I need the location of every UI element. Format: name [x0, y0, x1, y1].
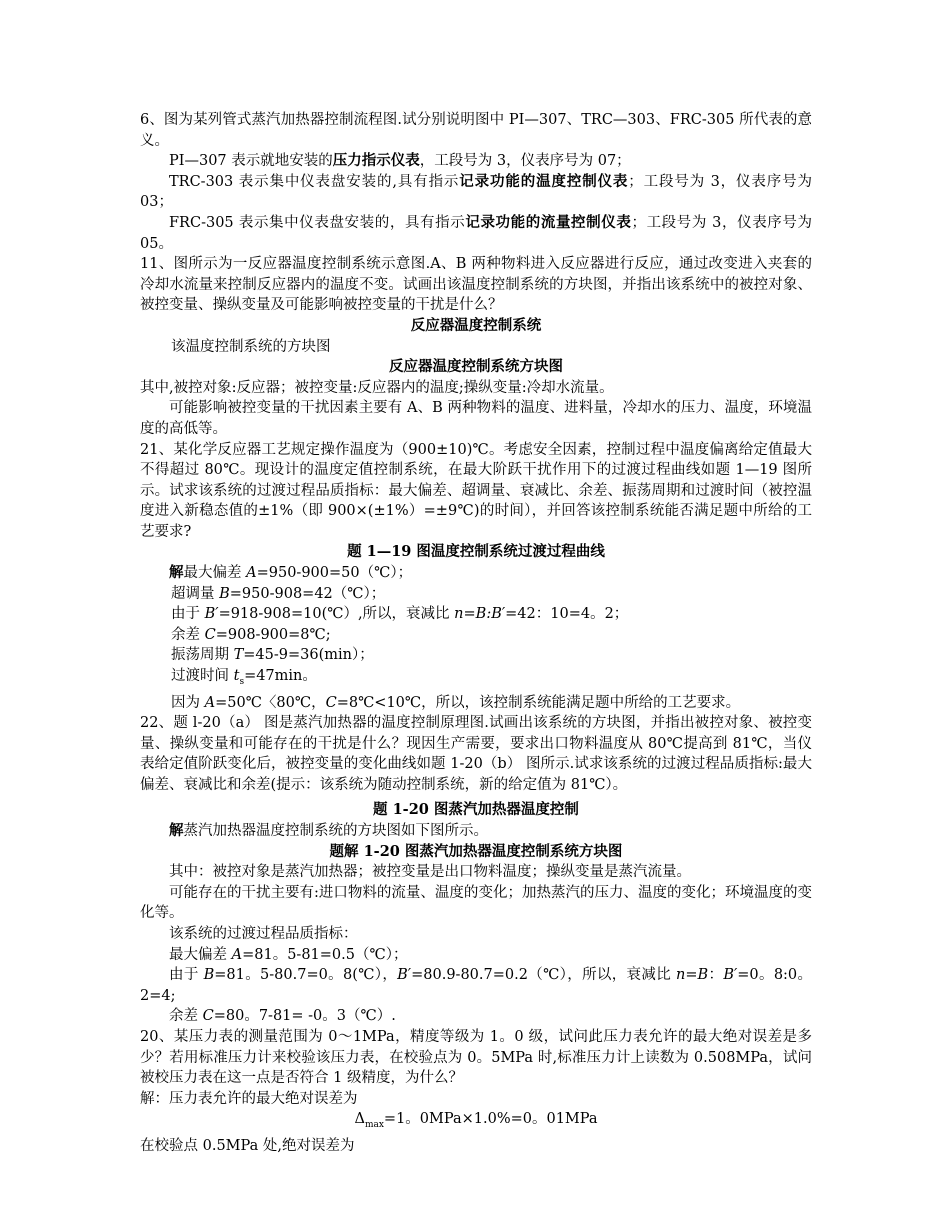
q22-answer-disturbances: 可能存在的干扰主要有:进口物料的流量、温度的变化；加热蒸汽的压力、温度的变化；环境温度的变化等。: [140, 884, 812, 922]
q22-offset: 余差 C=80。7-81= -0。3（℃）.: [169, 1008, 396, 1025]
q21-offset: 余差 C=908-900=8℃;: [171, 626, 331, 643]
q22-solution-intro: 解蒸汽加热器温度控制系统的方块图如下图所示。: [169, 822, 488, 840]
q6-frc-answer: FRC-305 表示集中仪表盘安装的，具有指示记录功能的流量控制仪表；工段号为 3，仪表序号为 05。: [140, 213, 812, 252]
q6-question: 6、图为某列管式蒸汽加热器控制流程图.试分别说明图中 PI—307、TRC—303、FRC-305 所代表的意义。: [140, 112, 812, 149]
q21-decay-ratio: 由于 B′=918-908=10(℃）,所以，衰减比 n=B:B′=42：10=4。2；: [171, 606, 629, 623]
q20-last-line: 在校验点 0.5MPa 处,绝对误差为: [140, 1137, 355, 1154]
q22-figure-caption: 题 1-20 图蒸汽加热器温度控制: [373, 801, 579, 819]
q20-question: 20、某压力表的测量范围为 0～1MPa，精度等级为 1。0 级，试问此压力表允许的最大绝对误差是多少？若用标准压力计来校验该压力表，在校验点为 0。5MPa 时,标准压力计上读数为 0.508MPa，试问被校压力表在这一点是否符合 1 级精度，为什么？: [140, 1029, 812, 1087]
q11-answer-disturbances: 可能影响被控变量的干扰因素主要有 A、B 两种物料的温度、进料量，冷却水的压力、温度，环境温度的高低等。: [140, 400, 812, 437]
q20-solution-intro: 解：压力表允许的最大绝对误差为: [140, 1090, 358, 1107]
q21-question: 21、某化学反应器工艺规定操作温度为（900±10)℃。考虑安全因素，控制过程中温度偏离给定值最大不得超过 80℃。现设计的温度定值控制系统，在最大阶跃干扰作用下的过渡过程曲线如题 1—19 图所示。试求该系统的过渡过程品质指标：最大偏差、超调量、衰减比、余差、振荡周期和过渡时间（被控温度进入新稳态值的±1%（即 900×(±1%）=±9℃)的时间），并回答该控制系统能否满足题中所给的工艺要求?: [140, 441, 812, 540]
solution-label: 解: [169, 822, 184, 840]
q11-answer-variables: 其中,被控对象:反应器；被控变量:反应器内的温度;操纵变量:冷却水流量。: [140, 379, 614, 396]
q11-question: 11、图所示为一反应器温度控制系统示意图.A、B 两种物料进入反应器进行反应，通过改变进入夹套的冷却水流量来控制反应器内的温度不变。试画出该温度控制系统的方块图，并指出该系统中的被控对象、被控变量、操纵变量及可能影响被控变量的干扰是什么？: [140, 256, 812, 314]
q20-formula: $\Delta_{max}=1$。0MPa×1.0%=0。01MPa: [354, 1111, 598, 1131]
q11-block-diagram-line: 该温度控制系统的方块图: [171, 338, 331, 355]
q22-answer-variables: 其中：被控对象是蒸汽加热器；被控变量是出口物料温度；操纵变量是蒸汽流量。: [169, 864, 691, 881]
q11-block-diagram-caption: 反应器温度控制系统方块图: [389, 358, 563, 376]
solution-label: 解: [169, 564, 184, 582]
q22-question: 22、题 l-20（a） 图是蒸汽加热器的温度控制原理图.试画出该系统的方块图，并指出被控对象、被控变量、操纵变量和可能存在的干扰是什么？现因生产需要，要求出口物料温度从 80℃提高到 81℃，当仪表给定值阶跃变化后，被控变量的变化曲线如题 1-20（b） 图所示.试求该系统的过渡过程品质指标:最大偏差、衰减比和余差(提示：该系统为随动控制系统，新的给定值为 81℃）。: [140, 715, 812, 793]
q21-overshoot: 超调量 B=950-908=42（℃）；: [171, 585, 386, 602]
q21-conclusion: 因为 A=50℃〈80℃，C=8℃<10℃，所以，该控制系统能满足题中所给的工艺要求。: [171, 694, 741, 711]
q22-decay-ratio: 由于 B=81。5-80.7=0。8(℃），B′=80.9-80.7=0.2（℃），所以，衰减比 n=B：B′=0。8:0。2=4;: [140, 967, 812, 1004]
q21-period: 振荡周期 T=45-9=36(min）；: [171, 647, 374, 664]
q6-trc-answer: TRC-303 表示集中仪表盘安装的,具有指示记录功能的温度控制仪表；工段号为 3，仪表序号为 03；: [140, 172, 812, 211]
q21-figure-caption: 题 1—19 图温度控制系统过渡过程曲线: [347, 543, 605, 561]
q22-block-diagram-caption: 题解 1-20 图蒸汽加热器温度控制系统方块图: [329, 842, 623, 860]
q21-max-deviation: 解最大偏差 A=950-900=50（℃）；: [169, 564, 413, 582]
document-page: [140, 110, 812, 1156]
q11-figure-caption: 反应器温度控制系统: [410, 316, 542, 334]
q22-quality-heading: 该系统的过渡过程品质指标：: [169, 926, 358, 943]
q22-max-deviation: 最大偏差 A=81。5-81=0.5（℃）；: [169, 946, 408, 963]
q21-settling-time: 过渡时间 $t_s=47\min$。: [171, 668, 317, 687]
q6-pi-answer: PI—307 表示就地安装的压力指示仪表，工段号为 3，仪表序号为 07；: [169, 152, 631, 170]
